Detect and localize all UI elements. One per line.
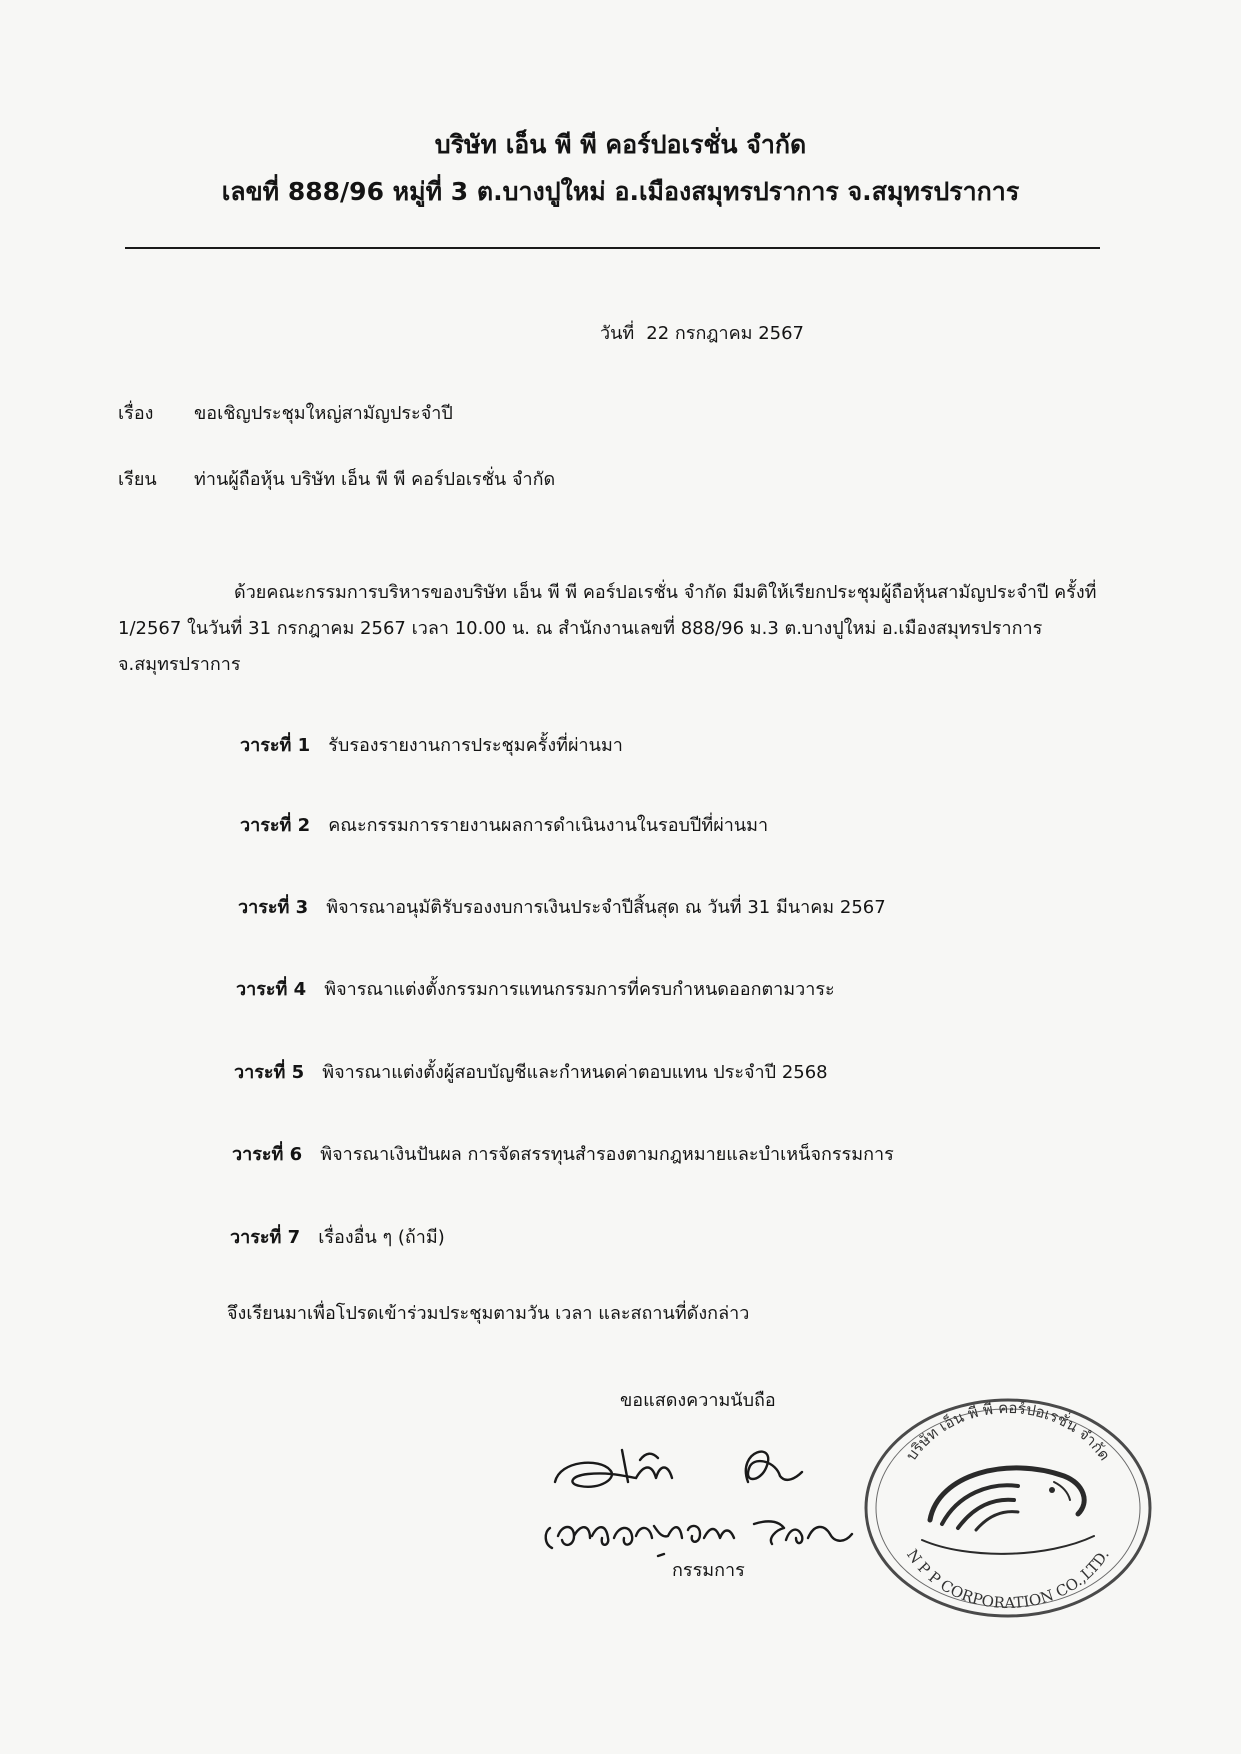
agenda-text: รับรองรายงานการประชุมครั้งที่ผ่านมา xyxy=(328,735,623,756)
body-paragraph: ด้วยคณะกรรมการบริหารของบริษัท เอ็น พี พี คอร์ปอเรชั่น จำกัด มีมติให้เรียกประชุมผู้ถือหุ้นสามัญประจำปี ครั้งที่ 1/2567 ในวันที่ 31 กรกฎาคม 2567 เวลา 10.00 น. ณ สำนักงานเลขที่ 888/96 ม.3 ต.บางปูใหม่ อ.เมืองสมุทรปราการ จ.สมุทรปราการ xyxy=(118,582,1097,675)
agenda-number: วาระที่ 5 xyxy=(234,1062,305,1083)
agenda-number: วาระที่ 6 xyxy=(232,1144,303,1165)
date-value: 22 กรกฎาคม 2567 xyxy=(646,323,805,344)
agenda-item xyxy=(234,1057,828,1086)
recipient-text: ท่านผู้ถือหุ้น บริษัท เอ็น พี พี คอร์ปอเรชั่น จำกัด xyxy=(194,469,556,490)
stamp-top-text: บริษัท เอ็น พี พี คอร์ปอเรชั่น จำกัด xyxy=(902,1398,1114,1464)
agenda-item xyxy=(240,810,768,839)
signer-position: กรรมการ xyxy=(672,1560,745,1581)
agenda-text: เรื่องอื่น ๆ (ถ้ามี) xyxy=(318,1227,445,1248)
recipient-row xyxy=(118,464,555,493)
agenda-text: พิจารณาแต่งตั้งผู้สอบบัญชีและกำหนดค่าตอบแทน ประจำปี 2568 xyxy=(322,1062,828,1083)
agenda-text: พิจารณาอนุมัติรับรองงบการเงินประจำปีสิ้นสุด ณ วันที่ 31 มีนาคม 2567 xyxy=(326,897,886,918)
handwritten-signature xyxy=(540,1420,870,1560)
subject-label: เรื่อง xyxy=(118,403,154,424)
recipient-label: เรียน xyxy=(118,469,157,490)
agenda-text: พิจารณาเงินปันผล การจัดสรรทุนสำรองตามกฎหมายและบำเหน็จกรรมการ xyxy=(320,1144,894,1165)
date-label: วันที่ xyxy=(600,323,635,344)
agenda-text: พิจารณาแต่งตั้งกรรมการแทนกรรมการที่ครบกำหนดออกตามวาระ xyxy=(324,979,835,1000)
agenda-number: วาระที่ 7 xyxy=(230,1227,301,1248)
agenda-item xyxy=(236,974,835,1003)
company-stamp xyxy=(858,1390,1158,1620)
agenda-text: คณะกรรมการรายงานผลการดำเนินงานในรอบปีที่ผ่านมา xyxy=(328,815,769,836)
agenda-number: วาระที่ 3 xyxy=(238,897,309,918)
agenda-number: วาระที่ 1 xyxy=(240,735,311,756)
subject-row xyxy=(118,398,453,427)
eagle-logo-icon xyxy=(922,1468,1094,1554)
agenda-item xyxy=(240,730,623,759)
company-name: บริษัท เอ็น พี พี คอร์ปอเรชั่น จำกัด xyxy=(434,130,807,159)
header-divider xyxy=(125,247,1100,249)
subject-text: ขอเชิญประชุมใหญ่สามัญประจำปี xyxy=(194,403,453,424)
company-address: เลขที่ 888/96 หมู่ที่ 3 ต.บางปูใหม่ อ.เมืองสมุทรปราการ จ.สมุทรปราการ xyxy=(221,177,1020,206)
closing-sentence: จึงเรียนมาเพื่อโปรดเข้าร่วมประชุมตามวัน เวลา และสถานที่ดังกล่าว xyxy=(227,1303,750,1324)
regards-text: ขอแสดงความนับถือ xyxy=(620,1390,776,1411)
agenda-item xyxy=(230,1222,445,1251)
agenda-item xyxy=(238,892,886,921)
agenda-item xyxy=(232,1139,894,1168)
agenda-number: วาระที่ 2 xyxy=(240,815,311,836)
letter-date xyxy=(600,318,804,347)
agenda-number: วาระที่ 4 xyxy=(236,979,307,1000)
stamp-bottom-text: N P P CORPORATION CO.,LTD. xyxy=(903,1545,1113,1613)
